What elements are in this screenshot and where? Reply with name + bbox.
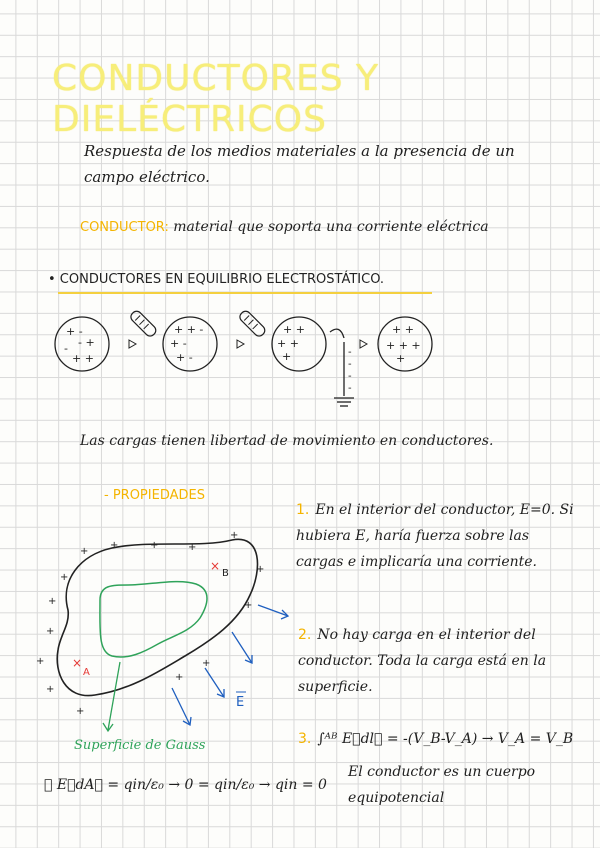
svg-text:-: - [348, 347, 352, 358]
svg-text:+: + [46, 626, 55, 637]
arrow-icon [360, 340, 367, 348]
property-2-text: No hay carga en el interior del conductor. Toda la carga está en la superficie. [298, 627, 547, 695]
gauss-pointer [108, 662, 120, 730]
svg-text:+: + [256, 564, 265, 575]
point-b-marker: × [210, 559, 221, 573]
gauss-formula: ∯ E⃗dA⃗ = qin/ε₀ → 0 = qin/ε₀ → qin = 0 [44, 777, 327, 793]
arrow-icon [237, 340, 244, 348]
charged-rod-2 [238, 309, 267, 338]
svg-text:- +: - + [78, 336, 95, 349]
svg-text:+: + [36, 656, 45, 667]
svg-text:+: + [48, 596, 57, 607]
property-1-number: 1. [296, 502, 310, 518]
property-2 [298, 622, 578, 700]
svg-text:+ +: + + [392, 323, 414, 336]
conductor-sphere-4 [378, 317, 432, 371]
svg-text:-: - [348, 359, 352, 370]
gauss-surface-label: Superficie de Gauss [74, 738, 206, 753]
svg-text:-: - [64, 342, 68, 355]
svg-text:+ -: + - [66, 325, 83, 338]
svg-text:+: + [150, 540, 159, 551]
conductor-label: CONDUCTOR: [80, 220, 169, 235]
property-3-formula: ∫ᴬᴮ E⃗dl⃗ = -(V_B-V_A) → V_A = V_B [317, 731, 574, 747]
section-heading: • CONDUCTORES EN EQUILIBRIO ELECTROSTÁTICO. [48, 272, 385, 287]
svg-text:+: + [46, 684, 55, 695]
svg-text:+: + [396, 352, 406, 365]
conductor-sphere-3-grounded [272, 317, 354, 406]
svg-text:+: + [244, 600, 253, 611]
conductor-sphere-2 [163, 317, 217, 371]
conductor-sphere-1 [55, 317, 109, 371]
arrow-icon [129, 340, 136, 348]
svg-text:+: + [188, 542, 197, 553]
svg-text:+: + [80, 546, 89, 557]
field-label: E [236, 695, 245, 710]
svg-text:+: + [110, 540, 119, 551]
intro-text: Respuesta de los medios materiales a la presencia de un campo eléctrico. [84, 142, 515, 186]
svg-text:+ -: + - [176, 351, 193, 364]
point-a-marker: × [72, 656, 83, 670]
svg-text:+ +: + + [277, 337, 299, 350]
property-3-number: 3. [298, 731, 312, 747]
point-b-label: B [222, 568, 229, 579]
property-3-formula-line [298, 731, 573, 747]
property-1 [296, 497, 576, 575]
svg-text:+: + [282, 350, 292, 363]
svg-text:+ + -: + + - [174, 323, 204, 336]
conductor-text: material que soporta una corriente eléctrica [173, 219, 489, 235]
gauss-surface [100, 582, 207, 657]
svg-text:+ +: + + [283, 323, 305, 336]
svg-text:+: + [202, 658, 211, 669]
svg-text:-: - [348, 371, 352, 382]
svg-text:+ + +: + + + [386, 339, 421, 352]
properties-heading: - PROPIEDADES [104, 488, 205, 503]
point-a-label: A [83, 667, 90, 678]
svg-text:+: + [60, 572, 69, 583]
charges-note: Las cargas tienen libertad de movimiento en conductores. [80, 433, 494, 449]
svg-text:+: + [230, 530, 239, 541]
property-1-text: En el interior del conductor, E=0. Si hubiera E, haría fuerza sobre las cargas e implicaría una corriente. [296, 502, 574, 570]
svg-text:-: - [348, 383, 352, 394]
property-3-text: El conductor es un cuerpo equipotencial [348, 764, 536, 806]
svg-text:+: + [76, 706, 85, 717]
page-title: CONDUCTORES Y DIELÉCTRICOS [52, 58, 379, 140]
svg-text:+ -: + - [170, 337, 187, 350]
svg-text:+ +: + + [72, 352, 94, 365]
property-2-number: 2. [298, 627, 312, 643]
svg-text:+: + [175, 672, 184, 683]
charged-rod-1 [129, 309, 158, 338]
